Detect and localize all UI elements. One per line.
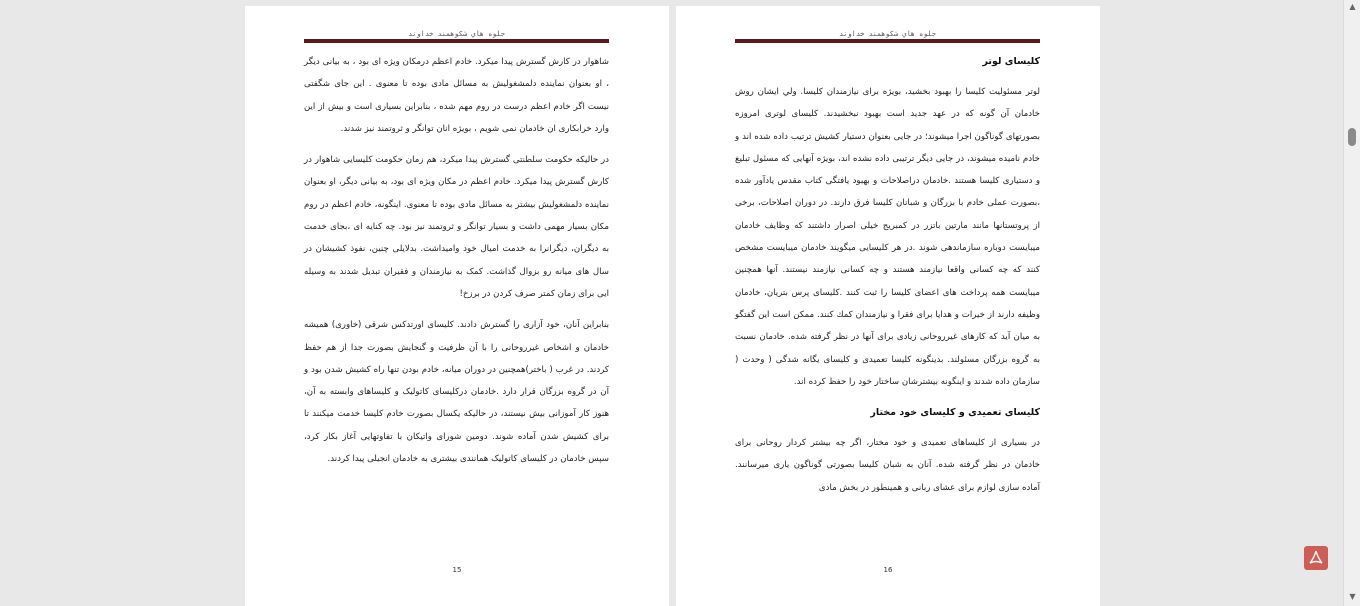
page-body [304,51,609,479]
section-heading: کلیسای تعمیدی و کلیسای خود مختار [870,407,1040,419]
header-rule [735,39,1040,43]
paragraph: در حالیکه حکومت سلطنتی گسترش پیدا میکرد، هم زمان حکومت کلیسایی شاهوار در کارش گسترش پیدا میکرد. خادم اعظم در مکان ویژه ای بود، به بیانی دیگر، او بعنوان نماینده دلمشغولیش بیشتر به مسائل مادی بوده تا معنوی. اینگونه، خادم اعظم در روم مکان بسیار مهمی داشت و بسیار توانگر و ثروتمند نیز بود. چه کنایه ای ،بجای خدمت به دیگران، دیگرانرا به خدمت امیال خود وامیداشت. بدلایلی چنین، نفوذ کشیشان در سال های میانه رو بزوال گذاشت. کمک به نیازمندان و فقیران تبدیل شدند به وسیله ایی برای زمان کمتر صرف کردن در برزخ! [304,155,609,299]
page-number: 15 [452,566,462,574]
header-rule [304,39,609,43]
scroll-up-icon[interactable]: ▲ [1349,2,1356,11]
paragraph: بنابراین آنان، خود آزاری را گسترش دادند. کلیسای اورتدکس شرقی (خاوری) همیشه خادمان و اشخاص غیرروحانی را با آن ظرفیت و گنجایش بصورت جدا از هم حفظ کردند. در غرب ( باختر)همچنین در دوران میانه، خادم بودن تنها راه کشیش شدن بود و آن در گروه بزرگان قرار دارد .خادمان درکلیسای کاتولیک و کلیساهای وابسته به آن، هنوز کار آموزانی بیش نیستند، در حالیکه یکسال بصورت خادم کلیسا خدمت میکنند تا برای کشیش شدن آماده شوند. دومین شورای واتیکان با تفاوتهایی آغاز بکار کرد، سپس خادمان در کلیسای کاتولیک همانندی بیشتری به خادمان انجیلی پیدا کردند. [304,320,609,465]
running-header: جلوه هاي شكوهمند خداوند [408,30,505,38]
pdf-icon-glyph [1304,546,1328,570]
scrollbar-thumb[interactable] [1348,128,1356,146]
page-number: 16 [883,566,893,574]
scroll-down-icon[interactable]: ▼ [1349,592,1356,601]
paragraph: در بسیاری از کلیساهای تعمیدی و خود مختار، اگر چه بیشتر کردار روحانی برای خادمان در نظر گرفته شده. آنان به شبان کلیسا بصورتی گوناگون یاری میرسانند. آماده سازی لوازم برای عشای ربانی و همینطور در بخش مادی [735,438,1040,493]
page-body [735,51,1040,508]
section-heading: کلیسای لوتر [982,56,1040,67]
paragraph: لوتر مسئولیت کلیسا را بهبود بخشید، بویژه برای نیازمندان کلیسا. ولي ایشان روش خادمان آن گونه که در عهد جدید است بهبود نبخشیدند. کلیسای لوتری امروزه بصورتهای گوناگون اجرا میشوند؛ در جایی بعنوان دستیار کشیش ترتیب داده شده اند و خادم نامیده میشوند، در جایی دیگر ترتیبی داده نشده اند، بویژه آنهایی که مسئول تبلیغ و دستیاری کلیسا هستند .خادمان دراصلاحات و بهبود یافتگی کتاب مقدس یادآور شده ،بصورت عملی خادم با بزرگان و شبانان کلیسا فرق دارند. در دوران اصلاحات، برخی از پروتستانها مانند مارتین باتزر در کمبریج خیلی اصرار داشتند که وظایف خادمان میبایست دوباره سازماندهی شوند .در هر کلیسایی میگویند خادمان میبایست مشخص کنند که چه کسانی واقعا نیازمند هستند و چه کسانی نیازمند نیستند. آنها همچنین میبایست همه پرداخت های اعضای کلیسا را ثبت کنند .کلیسای پرس بتریان، خادمان وظیفه دارند از خیرات و هدایا برای فقرا و نیازمندان کمك کنند. ممکن است این گفتگو به میان آید که کارهای غیرروحانی زیادی برای آنها در نظر گرفته شده. خادمان نسبت به گروه بزرگان مسئولند. بدینگونه کلیسا تعمیدی و کلیسای یگانه شدگی ( وحدت ( سازمان داده شدند و اینگونه بیشترشان ساختار خود را حفظ کرده اند. [735,87,1040,387]
page-16 [676,6,1100,606]
vertical-scrollbar[interactable] [1343,0,1360,606]
pdf-icon[interactable] [1304,546,1328,570]
paragraph: شاهوار در کارش گسترش پیدا میکرد. خادم اعظم درمکان ویژه ای بود ، به بیانی دیگر ، او بعنوان نماینده دلمشغولیش به مسائل مادی بوده تا معنوی . این جای شگفتی نیست اگر خادم اعظم درست در روم مهم شده ، بنابراین بسیاری است و بیش از این وارد خرابکاری ان خادمان نمی شویم ، بویژه انان توانگر و ثروتمند نیز شدند. [304,57,609,134]
running-header: جلوه هاي شكوهمند خداوند [839,30,936,38]
page-15 [245,6,669,606]
